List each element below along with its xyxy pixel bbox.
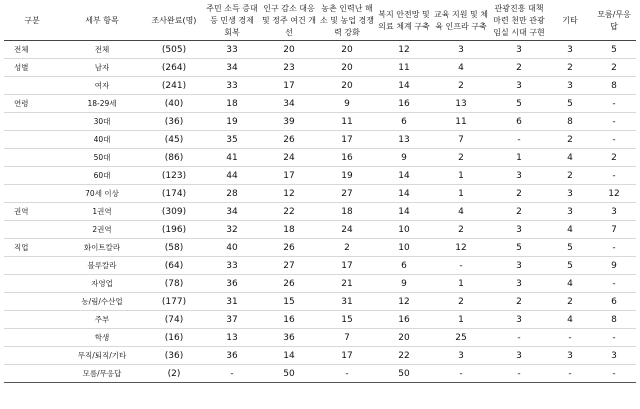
header-cell: 관광진흥 대책 마련 천만 관광 임실 시대 구현 [490, 2, 548, 41]
value-cell: 1 [432, 275, 490, 293]
value-cell: 3 [490, 275, 548, 293]
table-row [4, 311, 636, 329]
table-row [4, 77, 636, 95]
subitem-cell: 60대 [60, 167, 144, 185]
subitem-cell: 학생 [60, 329, 144, 347]
group-cell [4, 329, 60, 347]
table-row [4, 41, 636, 59]
value-cell: 2 [548, 293, 592, 311]
value-cell: 13 [204, 329, 260, 347]
value-cell: 3 [490, 221, 548, 239]
group-cell [4, 293, 60, 311]
table-row [4, 131, 636, 149]
subitem-cell: 30대 [60, 113, 144, 131]
value-cell: 26 [260, 239, 318, 257]
value-cell: - [432, 257, 490, 275]
value-cell: 18 [260, 221, 318, 239]
value-cell: 2 [592, 59, 636, 77]
group-cell [4, 113, 60, 131]
value-cell: 2 [490, 293, 548, 311]
value-cell: 17 [318, 347, 376, 365]
survey-table [4, 2, 636, 383]
sample-size-cell: (36) [144, 347, 204, 365]
value-cell: 3 [490, 347, 548, 365]
value-cell: 15 [260, 293, 318, 311]
group-cell: 성별 [4, 59, 60, 77]
subitem-cell: 50대 [60, 149, 144, 167]
value-cell: 1 [432, 311, 490, 329]
value-cell: 21 [318, 275, 376, 293]
sample-size-cell: (505) [144, 41, 204, 59]
value-cell: 16 [376, 95, 432, 113]
header-cell: 구분 [4, 2, 60, 41]
value-cell: 34 [204, 203, 260, 221]
value-cell: 14 [376, 77, 432, 95]
table-row [4, 329, 636, 347]
value-cell: 25 [432, 329, 490, 347]
value-cell: 8 [592, 77, 636, 95]
value-cell: 17 [260, 77, 318, 95]
value-cell: 36 [204, 347, 260, 365]
value-cell: 3 [490, 257, 548, 275]
subitem-cell: 남자 [60, 59, 144, 77]
value-cell: 10 [376, 221, 432, 239]
group-cell [4, 221, 60, 239]
sample-size-cell: (45) [144, 131, 204, 149]
value-cell: 50 [376, 365, 432, 383]
sample-size-cell: (309) [144, 203, 204, 221]
value-cell: 22 [376, 347, 432, 365]
value-cell: 3 [490, 41, 548, 59]
value-cell: 27 [260, 257, 318, 275]
sample-size-cell: (264) [144, 59, 204, 77]
subitem-cell: 화이트칼라 [60, 239, 144, 257]
value-cell: 19 [204, 113, 260, 131]
value-cell: 20 [318, 59, 376, 77]
group-cell [4, 149, 60, 167]
value-cell: 2 [490, 185, 548, 203]
value-cell: 4 [548, 311, 592, 329]
table-row [4, 347, 636, 365]
value-cell: 2 [432, 221, 490, 239]
sample-size-cell: (78) [144, 275, 204, 293]
value-cell: 5 [592, 41, 636, 59]
value-cell: 10 [376, 239, 432, 257]
sample-size-cell: (196) [144, 221, 204, 239]
value-cell: 22 [260, 203, 318, 221]
value-cell: - [592, 275, 636, 293]
value-cell: - [592, 95, 636, 113]
value-cell: 14 [260, 347, 318, 365]
value-cell: 31 [204, 293, 260, 311]
value-cell: - [592, 365, 636, 383]
value-cell: 20 [318, 41, 376, 59]
subitem-cell: 모름/무응답 [60, 365, 144, 383]
value-cell: 20 [318, 77, 376, 95]
value-cell: 34 [260, 95, 318, 113]
value-cell: 3 [548, 77, 592, 95]
value-cell: 39 [260, 113, 318, 131]
header-cell: 모름/무응답 [592, 2, 636, 41]
table-row [4, 59, 636, 77]
value-cell: 5 [548, 257, 592, 275]
value-cell: 3 [548, 203, 592, 221]
value-cell: - [592, 113, 636, 131]
value-cell: 7 [432, 131, 490, 149]
value-cell: 3 [548, 185, 592, 203]
value-cell: 5 [548, 95, 592, 113]
value-cell: 6 [592, 293, 636, 311]
value-cell: 2 [432, 77, 490, 95]
value-cell: 11 [432, 113, 490, 131]
value-cell: 20 [376, 329, 432, 347]
value-cell: - [432, 365, 490, 383]
value-cell: 20 [260, 41, 318, 59]
value-cell: 2 [548, 59, 592, 77]
value-cell: 7 [592, 221, 636, 239]
value-cell: 27 [318, 185, 376, 203]
subitem-cell: 1권역 [60, 203, 144, 221]
value-cell: 2 [432, 149, 490, 167]
header-cell: 농촌 인력난 해소 및 농업 경쟁력 강화 [318, 2, 376, 41]
subitem-cell: 18-29세 [60, 95, 144, 113]
value-cell: 4 [548, 221, 592, 239]
value-cell: 11 [376, 59, 432, 77]
table-row [4, 113, 636, 131]
group-cell: 권역 [4, 203, 60, 221]
value-cell: 18 [318, 203, 376, 221]
value-cell: 5 [490, 95, 548, 113]
value-cell: 26 [260, 131, 318, 149]
value-cell: 15 [318, 311, 376, 329]
value-cell: - [318, 365, 376, 383]
value-cell: 6 [490, 113, 548, 131]
value-cell: 9 [592, 257, 636, 275]
table-row [4, 167, 636, 185]
value-cell: - [592, 131, 636, 149]
table-row [4, 239, 636, 257]
value-cell: - [490, 365, 548, 383]
subitem-cell: 블루칼라 [60, 257, 144, 275]
value-cell: 17 [318, 257, 376, 275]
sample-size-cell: (64) [144, 257, 204, 275]
value-cell: 14 [376, 203, 432, 221]
value-cell: 6 [376, 257, 432, 275]
sample-size-cell: (16) [144, 329, 204, 347]
sample-size-cell: (2) [144, 365, 204, 383]
value-cell: 13 [432, 95, 490, 113]
subitem-cell: 40대 [60, 131, 144, 149]
value-cell: 12 [592, 185, 636, 203]
value-cell: 1 [432, 185, 490, 203]
sample-size-cell: (177) [144, 293, 204, 311]
header-cell: 조사완료(명) [144, 2, 204, 41]
table-row [4, 203, 636, 221]
subitem-cell: 여자 [60, 77, 144, 95]
table-row [4, 275, 636, 293]
sample-size-cell: (86) [144, 149, 204, 167]
header-cell: 복지 안전망 및 의료 체계 구축 [376, 2, 432, 41]
value-cell: - [490, 131, 548, 149]
table-row [4, 365, 636, 383]
value-cell: 40 [204, 239, 260, 257]
value-cell: 3 [432, 41, 490, 59]
value-cell: 3 [490, 311, 548, 329]
value-cell: 4 [548, 149, 592, 167]
value-cell: - [548, 329, 592, 347]
value-cell: - [204, 365, 260, 383]
subitem-cell: 농/림/수산업 [60, 293, 144, 311]
value-cell: 4 [432, 59, 490, 77]
subitem-cell: 70세 이상 [60, 185, 144, 203]
value-cell: 17 [260, 167, 318, 185]
sample-size-cell: (174) [144, 185, 204, 203]
value-cell: 13 [376, 131, 432, 149]
header-cell: 교육 지원 및 체육 인프라 구축 [432, 2, 490, 41]
header-cell: 인구 감소 대응 및 정주 여건 개선 [260, 2, 318, 41]
value-cell: 33 [204, 77, 260, 95]
group-cell: 연령 [4, 95, 60, 113]
sample-size-cell: (36) [144, 113, 204, 131]
value-cell: 14 [376, 185, 432, 203]
table-row [4, 95, 636, 113]
value-cell: 2 [432, 293, 490, 311]
value-cell: 16 [260, 311, 318, 329]
value-cell: 2 [548, 131, 592, 149]
value-cell: 4 [432, 203, 490, 221]
value-cell: 9 [376, 275, 432, 293]
value-cell: 24 [260, 149, 318, 167]
value-cell: 9 [376, 149, 432, 167]
value-cell: 44 [204, 167, 260, 185]
group-cell [4, 365, 60, 383]
value-cell: 2 [490, 203, 548, 221]
value-cell: 1 [432, 167, 490, 185]
value-cell: 16 [318, 149, 376, 167]
value-cell: 17 [318, 131, 376, 149]
table-row [4, 257, 636, 275]
group-cell [4, 167, 60, 185]
group-cell [4, 311, 60, 329]
group-cell [4, 347, 60, 365]
value-cell: 3 [548, 41, 592, 59]
sample-size-cell: (40) [144, 95, 204, 113]
sample-size-cell: (241) [144, 77, 204, 95]
value-cell: 3 [490, 77, 548, 95]
value-cell: 11 [318, 113, 376, 131]
value-cell: 12 [376, 293, 432, 311]
subitem-cell: 전체 [60, 41, 144, 59]
value-cell: 3 [548, 347, 592, 365]
value-cell: 3 [592, 347, 636, 365]
value-cell: 26 [260, 275, 318, 293]
value-cell: 9 [318, 95, 376, 113]
value-cell: 14 [376, 167, 432, 185]
table-row [4, 221, 636, 239]
group-cell [4, 131, 60, 149]
value-cell: 33 [204, 257, 260, 275]
value-cell: 16 [376, 311, 432, 329]
subitem-cell: 주부 [60, 311, 144, 329]
value-cell: 24 [318, 221, 376, 239]
value-cell: 36 [204, 275, 260, 293]
value-cell: 41 [204, 149, 260, 167]
table-row [4, 293, 636, 311]
value-cell: - [592, 167, 636, 185]
value-cell: 32 [204, 221, 260, 239]
value-cell: 3 [592, 203, 636, 221]
header-cell: 기타 [548, 2, 592, 41]
value-cell: 5 [548, 239, 592, 257]
value-cell: 12 [260, 185, 318, 203]
value-cell: 2 [548, 167, 592, 185]
subitem-cell: 무직/퇴직/기타 [60, 347, 144, 365]
value-cell: 19 [318, 167, 376, 185]
group-cell: 전체 [4, 41, 60, 59]
table-body [4, 41, 636, 383]
value-cell: 5 [490, 239, 548, 257]
table-row [4, 185, 636, 203]
value-cell: 6 [376, 113, 432, 131]
value-cell: 3 [432, 347, 490, 365]
value-cell: - [592, 329, 636, 347]
value-cell: 33 [204, 41, 260, 59]
value-cell: - [490, 329, 548, 347]
value-cell: 50 [260, 365, 318, 383]
value-cell: 8 [592, 311, 636, 329]
subitem-cell: 자영업 [60, 275, 144, 293]
group-cell [4, 275, 60, 293]
value-cell: 7 [318, 329, 376, 347]
sample-size-cell: (74) [144, 311, 204, 329]
value-cell: 2 [592, 149, 636, 167]
table-header [4, 2, 636, 41]
value-cell: 34 [204, 59, 260, 77]
value-cell: 18 [204, 95, 260, 113]
table-row [4, 149, 636, 167]
value-cell: 4 [548, 275, 592, 293]
group-cell [4, 185, 60, 203]
subitem-cell: 2권역 [60, 221, 144, 239]
value-cell: 2 [318, 239, 376, 257]
value-cell: - [548, 365, 592, 383]
group-cell [4, 77, 60, 95]
sample-size-cell: (58) [144, 239, 204, 257]
value-cell: 28 [204, 185, 260, 203]
value-cell: 23 [260, 59, 318, 77]
value-cell: 1 [490, 149, 548, 167]
value-cell: 12 [432, 239, 490, 257]
sample-size-cell: (123) [144, 167, 204, 185]
value-cell: 8 [548, 113, 592, 131]
value-cell: 12 [376, 41, 432, 59]
group-cell [4, 257, 60, 275]
value-cell: 36 [260, 329, 318, 347]
value-cell: 31 [318, 293, 376, 311]
header-cell: 세부 항목 [60, 2, 144, 41]
value-cell: 3 [490, 167, 548, 185]
value-cell: 37 [204, 311, 260, 329]
value-cell: 2 [490, 59, 548, 77]
header-cell: 주민 소득 증대 등 민생 경제 회복 [204, 2, 260, 41]
group-cell: 직업 [4, 239, 60, 257]
value-cell: 35 [204, 131, 260, 149]
value-cell: - [592, 239, 636, 257]
